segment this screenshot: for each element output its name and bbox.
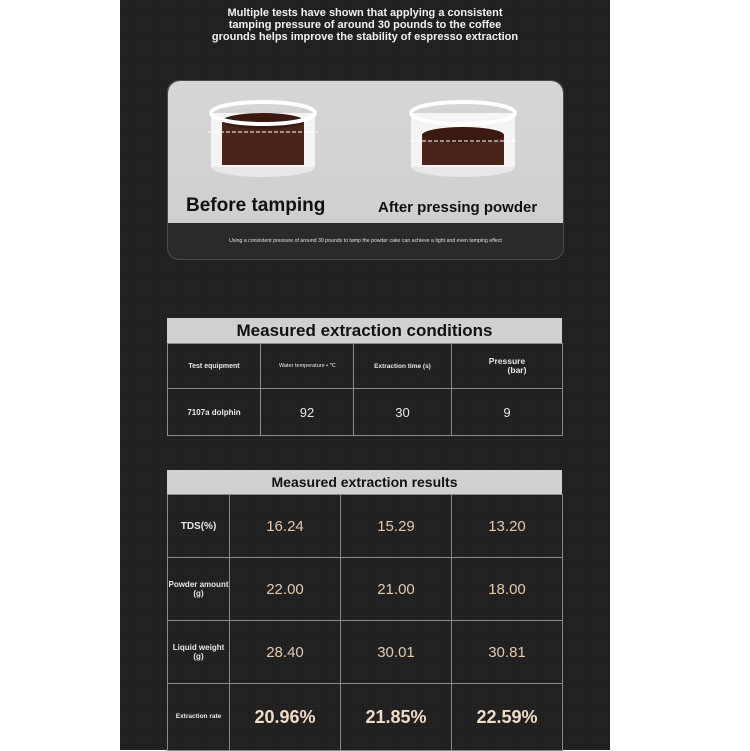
result-value: 16.24 <box>230 495 341 558</box>
before-tamping-label: Before tamping <box>186 195 326 216</box>
header-test-equipment: Test equipment <box>168 344 261 389</box>
result-value: 30.01 <box>341 621 452 684</box>
result-row-label: Powder amount (g) <box>168 558 230 621</box>
headline <box>120 7 610 43</box>
result-value: 13.20 <box>452 495 563 558</box>
equipment-name: 7107a dolphin <box>168 389 261 436</box>
result-value: 21.00 <box>341 558 452 621</box>
headline-line-2: tamping pressure of around 30 pounds to the coffee <box>228 19 502 31</box>
result-value: 30.81 <box>452 621 563 684</box>
headline-line-1: Multiple tests have shown that applying a consistent <box>227 7 503 19</box>
conditions-table <box>167 343 563 436</box>
conditions-title: Measured extraction conditions <box>167 318 562 343</box>
result-value: 22.59% <box>452 684 563 751</box>
after-pressing-cup-icon <box>408 99 518 179</box>
result-row-label: Extraction rate <box>168 684 230 751</box>
result-value: 21.85% <box>341 684 452 751</box>
header-pressure: Pressure (bar) <box>452 344 563 389</box>
results-title: Measured extraction results <box>167 470 562 494</box>
result-row-label: TDS(%) <box>168 495 230 558</box>
photo-caption: Using a consistent pressure of around 30 pounds to tamp the powder cake can achieve a tight and even tamping effect <box>229 238 502 244</box>
results-table <box>167 494 563 751</box>
before-tamping-cup-icon <box>208 99 318 179</box>
water-temperature-value: 92 <box>261 389 354 436</box>
headline-line-3: grounds helps improve the stability of espresso extraction <box>211 31 519 43</box>
extraction-time-value: 30 <box>354 389 452 436</box>
result-value: 28.40 <box>230 621 341 684</box>
tamping-comparison-image <box>167 80 564 260</box>
result-value: 22.00 <box>230 558 341 621</box>
header-water-temperature: Water temperature • ℃ <box>261 344 354 389</box>
header-extraction-time: Extraction time (s) <box>354 344 452 389</box>
after-pressing-label: After pressing powder <box>378 199 538 216</box>
result-value: 15.29 <box>341 495 452 558</box>
result-value: 20.96% <box>230 684 341 751</box>
result-value: 18.00 <box>452 558 563 621</box>
pressure-value: 9 <box>452 389 563 436</box>
result-row-label: Liquid weight (g) <box>168 621 230 684</box>
